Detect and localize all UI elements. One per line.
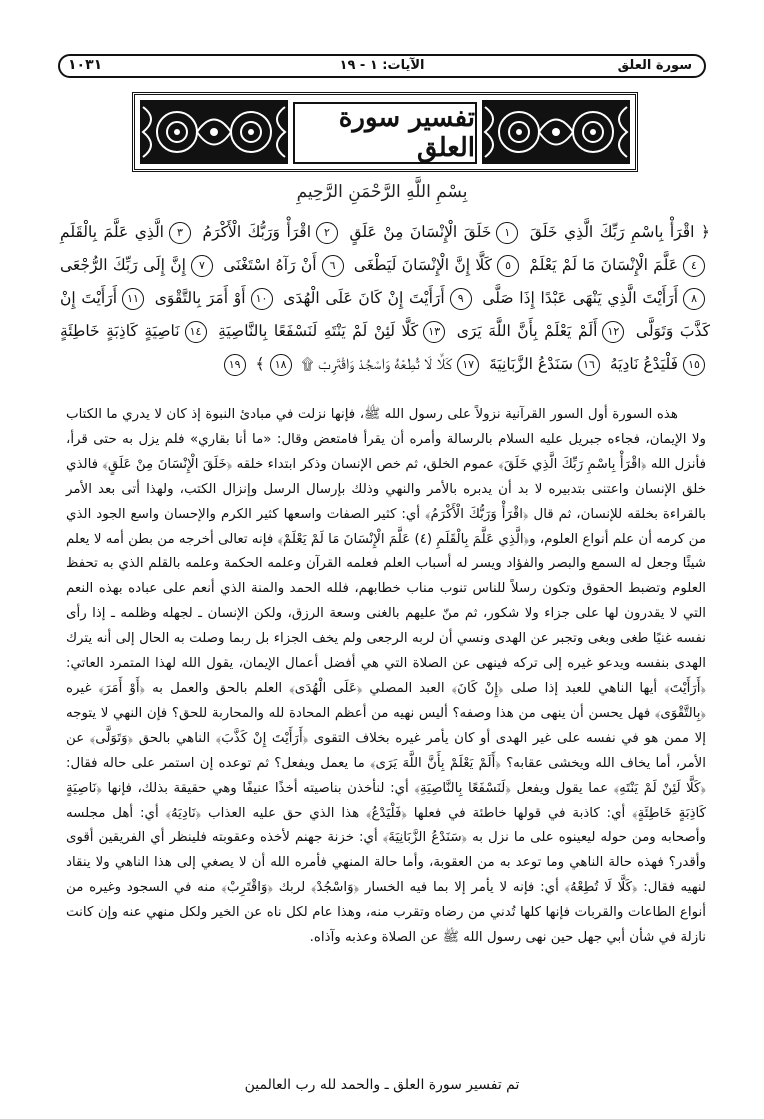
running-header: [58, 54, 706, 78]
ayah-number: ١٦: [578, 354, 600, 376]
page-title: تفسير سورة العلق: [338, 103, 475, 163]
ayah-text: إِنَّ إِلَى رَبِّكَ الرُّجْعَى: [60, 256, 186, 274]
ayah-number: ١٧: [457, 354, 479, 376]
ayah-text: كَلَّا لَئِنْ لَمْ يَنْتَهِ لَنَسْفَعًا بِالنَّاصِيَةِ: [211, 322, 419, 340]
ayah-number: ١٤: [185, 321, 207, 343]
ayah-number: ٢: [316, 222, 338, 244]
ayah-number: ٣: [169, 222, 191, 244]
ayah-text: عَبْدًا إِذَا صَلَّى: [476, 289, 567, 307]
surah-name: سورة العلق: [617, 58, 692, 73]
ayah-text: أَرَأَيْتَ الَّذِي يَنْهَى: [566, 289, 679, 307]
ayah-text: كَلَّا إِنَّ الْإِنْسَانَ لَيَطْغَى: [348, 256, 493, 274]
ayah-text: نَاصِيَةٍ كَاذِبَةٍ خَاطِئَةٍ: [60, 322, 180, 340]
arabesque-ornament-icon: [481, 99, 631, 165]
ayah-number: ١: [496, 222, 518, 244]
quran-verses: [60, 216, 710, 381]
ayah-text: خَلَقَ الْإِنْسَانَ مِنْ عَلَقٍ: [343, 223, 492, 241]
ayah-text: فَلْيَدْعُ نَادِيَهُ: [604, 355, 678, 373]
ayah-text: عَلَّمَ الْإِنْسَانَ مَا لَمْ يَعْلَمْ: [524, 256, 678, 274]
ayah-number: ١١: [122, 288, 144, 310]
ayah-number: ٤: [683, 255, 705, 277]
tafsir-body: [66, 403, 706, 951]
ayat-range: الآيات: ١ - ١٩: [339, 58, 425, 73]
ayah-text: أَرَأَيْتَ إِنْ كَانَ عَلَى الْهُدَى: [277, 289, 445, 307]
ayah-text: ﴾: [250, 355, 265, 373]
ayah-text: الَّذِي عَلَّمَ بِالْقَلَمِ: [60, 223, 164, 241]
arabesque-ornament-icon: [139, 99, 289, 165]
ayah-number: ٨: [683, 288, 705, 310]
ayah-number: ٦: [322, 255, 344, 277]
page-number: ١٠٣١: [68, 57, 103, 73]
ayah-text: أَنْ رَآهُ اسْتَغْنَى: [218, 256, 317, 274]
ayah-text: سَنَدْعُ الزَّبَانِيَةَ: [484, 355, 573, 373]
title-frame: [132, 92, 638, 172]
basmala: بِسْمِ اللَّهِ الرَّحْمَنِ الرَّحِيمِ: [296, 182, 468, 202]
ayah-text: أَلَمْ يَعْلَمْ بِأَنَّ اللَّهَ يَرَى: [450, 322, 598, 340]
ayah-text: أَرَأَيْتَ إِنْ كَذَّبَ وَتَوَلَّى: [60, 289, 711, 340]
ayah-number: ٩: [450, 288, 472, 310]
ayah-number: ١٠: [251, 288, 273, 310]
ayah-text: ﴿ اقْرَأْ بِاسْمِ رَبِّكَ الَّذِي خَلَقَ: [523, 223, 710, 241]
ayah-number: ١٩: [224, 354, 246, 376]
closing-line: تم تفسير سورة العلق ـ والحمد لله رب العالمين: [244, 1077, 520, 1093]
ayah-number: ٥: [497, 255, 519, 277]
title-cartouche: [293, 102, 477, 164]
ayah-number: ٧: [191, 255, 213, 277]
ayah-number: ١٥: [683, 354, 705, 376]
ayah-text: كَلَّا لَا تُطِعْهُ وَاسْجُدْ وَاقْتَرِبْ ۩: [296, 355, 453, 373]
ayah-number: ١٣: [423, 321, 445, 343]
ayah-text: أَوْ أَمَرَ بِالتَّقْوَى: [149, 289, 246, 307]
tafsir-paragraph: هذه السورة أول السور القرآنية نزولاً على رسول الله ﷺ، فإنها نزلت في مبادئ النبوة إذ كان لا يدري ما الكتاب ولا الإيمان، فجاءه جبريل عليه السلام بالرسالة وأمره أن يقرأ فامتعض وقال: «ما أنا بقاري» فلم يزل به حتى قرأ، فأنزل الله ﴿اقْرَأْ بِاسْمِ رَبِّكَ الَّذِي خَلَقَ﴾ عموم الخلق، ثم خص الإنسان وذكر ابتداء خلقه ﴿خَلَقَ الْإِنْسَانَ مِنْ عَلَقٍ﴾ فالذي خلق الإنسان واعتنى بتدبيره لا بد أن يدبره بالأمر والنهي وذلك بإرسال الرسل وإنزال الكتب، ولهذا أتى بعد الأمر بالقراءة بخلقه للإنسان، ثم قال ﴿اقْرَأْ وَرَبُّكَ الْأَكْرَمُ﴾ أي: كثير الصفات واسعها كثير الكرم والإحسان واسع الجود الذي من كرمه أن علم أنواع العلوم، و﴿الَّذِي عَلَّمَ بِالْقَلَمِ (٤) عَلَّمَ الْإِنْسَانَ مَا لَمْ يَعْلَمْ﴾ فإنه تعالى أخرجه من بطن أمه لا يعلم شيئًا وجعل له السمع والبصر والفؤاد ويسر له أسباب العلم فعلمه القرآن وعلمه الحكمة وعلمه بالقلم الذي به تحفظ العلوم وتضبط الحقوق وتكون رسلاً للناس تنوب مناب خطابهم، فلله الحمد والمنة الذي أنعم على عباده بهذه النعم التي لا يقدرون لها على جزاء ولا شكور، ثم منّ عليهم بالغنى وسعة الرزق، ولكن الإنسان ـ لجهله وظلمه ـ إذا رأى نفسه غنيًا طغى وبغى وتجبر عن الهدى ونسي أن لربه الرجعى ولم يخف الجزاء بل ربما وصلت به الحال إلى أنه يترك الهدى بنفسه ويدعو غيره إلى تركه فينهى عن الصلاة التي هي أفضل أعمال الإيمان، يقول الله لهذا المتمرد العاتي: ﴿أَرَأَيْتَ﴾ أيها الناهي للعبد إذا صلى ﴿إِنْ كَانَ﴾ العبد المصلي ﴿عَلَى الْهُدَى﴾ العلم بالحق والعمل به ﴿أَوْ أَمَرَ﴾ غيره ﴿بِالتَّقْوَى﴾ فهل يحسن أن ينهى من هذا وصفه؟ أليس نهيه من أعظم المحادة لله والمحاربة للحق؟ فإن النهي لا يتوجه إلا ممن هو في نفسه على غير الهدى أو كان يأمر غيره بخلاف التقوى ﴿أَرَأَيْتَ إِنْ كَذَّبَ﴾ الناهي بالحق ﴿وَتَوَلَّى﴾ عن الأمر، أما يخاف الله ويخشى عقابه؟ ﴿أَلَمْ يَعْلَمْ بِأَنَّ اللَّهَ يَرَى﴾ ما يعمل ويفعل؟ ثم توعده إن استمر على حاله فقال: ﴿كَلَّا لَئِنْ لَمْ يَنْتَهِ﴾ عما يقول ويفعل ﴿لَنَسْفَعًا بِالنَّاصِيَةِ﴾ أي: لنأخذن بناصيته أخذًا عنيفًا وهي حقيقة بذلك، فإنها ﴿نَاصِيَةٍ كَاذِبَةٍ خَاطِئَةٍ﴾ أي: كاذبة في قولها خاطئة في فعلها ﴿فَلْيَدْعُ﴾ هذا الذي حق عليه العذاب ﴿نَادِيَهُ﴾ أي: أهل مجلسه وأصحابه ومن حوله ليعينوه على ما نزل به ﴿سَنَدْعُ الزَّبَانِيَةَ﴾ أي: خزنة جهنم لأخذه وعقوبته فلينظر أي الفريقين أقوى وأقدر؟ فهذه حالة الناهي وما توعد به من العقوبة، وأما حالة المنهي فأمره الله أن لا يصغي إلى هذا الناهي ولا ينقاد لنهيه فقال: ﴿كَلَّا لَا تُطِعْهُ﴾ أي: فإنه لا يأمر إلا بما فيه الخسار ﴿وَاسْجُدْ﴾ لربك ﴿وَاقْتَرِبْ﴾ منه في السجود وغيره من أنواع الطاعات والقربات فإنها كلها تُدني من رضاه وتقرب منه، وهذا عام لكل ناه عن الخير ولكل منهي عنه وإن كانت نازلة في شأن أبي جهل حين نهى رسول الله ﷺ عن الصلاة وعذبه وآذاه.: [66, 407, 706, 946]
ayah-text: اقْرَأْ وَرَبُّكَ الْأَكْرَمُ: [196, 223, 312, 241]
ayah-number: ١٢: [602, 321, 624, 343]
ayah-number: ١٨: [270, 354, 292, 376]
